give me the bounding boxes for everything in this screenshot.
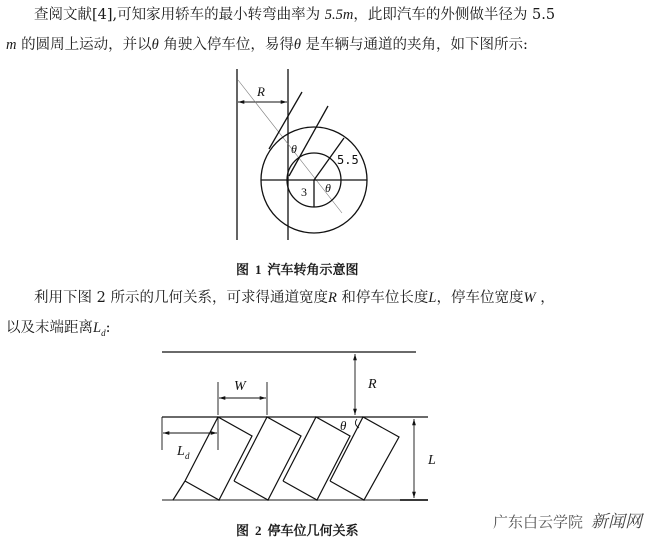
label-l: L [428, 453, 436, 468]
text: : [105, 320, 111, 336]
text: 是车辆与通道的夹角，如下图所示: [300, 37, 528, 53]
paragraph-2 [0, 283, 555, 348]
label-theta-lower: θ [325, 181, 331, 195]
label-theta: θ [340, 418, 347, 433]
math-term: R [327, 290, 337, 306]
figure-2-diagram [162, 352, 428, 500]
watermark-site: 新闻网 [591, 512, 643, 532]
figure-2-caption [236, 520, 359, 539]
label-inner-radius: 3 [301, 185, 307, 199]
math-term: θ [151, 37, 159, 53]
caption-number: 1 [255, 262, 262, 277]
text: ，此即汽车的外侧做半径为 5.5 [353, 7, 556, 23]
caption-text: 停车位几何关系 [267, 524, 359, 539]
text: 利用下图 2 所示的几何关系，可求得通道宽度 [34, 290, 328, 306]
text: 以及末端距离 [6, 320, 93, 336]
caption-prefix: 图 [236, 263, 250, 278]
car-inner-path-line [289, 106, 328, 176]
figure-1-labels [256, 84, 359, 199]
math-term: L [428, 290, 437, 306]
paragraph-2-line-2 [0, 313, 555, 348]
text: 的圆周上运动，并以 [16, 37, 152, 53]
math-term: m [6, 37, 17, 53]
watermark-org: 广东白云学院 [493, 513, 584, 531]
math-term: 5.5m [324, 7, 354, 23]
label-w: W [234, 379, 246, 394]
caption-prefix: 图 [236, 524, 250, 539]
label-outer-radius: 5.5 [337, 153, 359, 167]
text: 角驶入停车位，易得 [158, 37, 294, 53]
math-term: θ [293, 37, 301, 53]
text: ， [535, 290, 555, 306]
paragraph-2-line-1 [0, 283, 555, 313]
label-r: R [257, 84, 265, 99]
label-r: R [368, 377, 377, 392]
math-term: W [523, 290, 536, 306]
label-ld: L [177, 444, 185, 459]
caption-number: 2 [255, 523, 262, 538]
text: 查阅文献[4],可知家用轿车的最小转弯曲率为 [34, 7, 325, 23]
math-term: L [93, 320, 102, 336]
caption-text: 汽车转角示意图 [267, 263, 359, 278]
text: 和停车位长度 [336, 290, 429, 306]
label-ld-subscript: d [185, 451, 190, 461]
watermark [493, 507, 642, 532]
text: ，停车位宽度 [436, 290, 524, 306]
label-theta-upper: θ [291, 142, 297, 156]
math-subscript: d [101, 327, 106, 338]
parking-stall-2 [234, 417, 301, 500]
figure-1-caption [236, 259, 359, 278]
